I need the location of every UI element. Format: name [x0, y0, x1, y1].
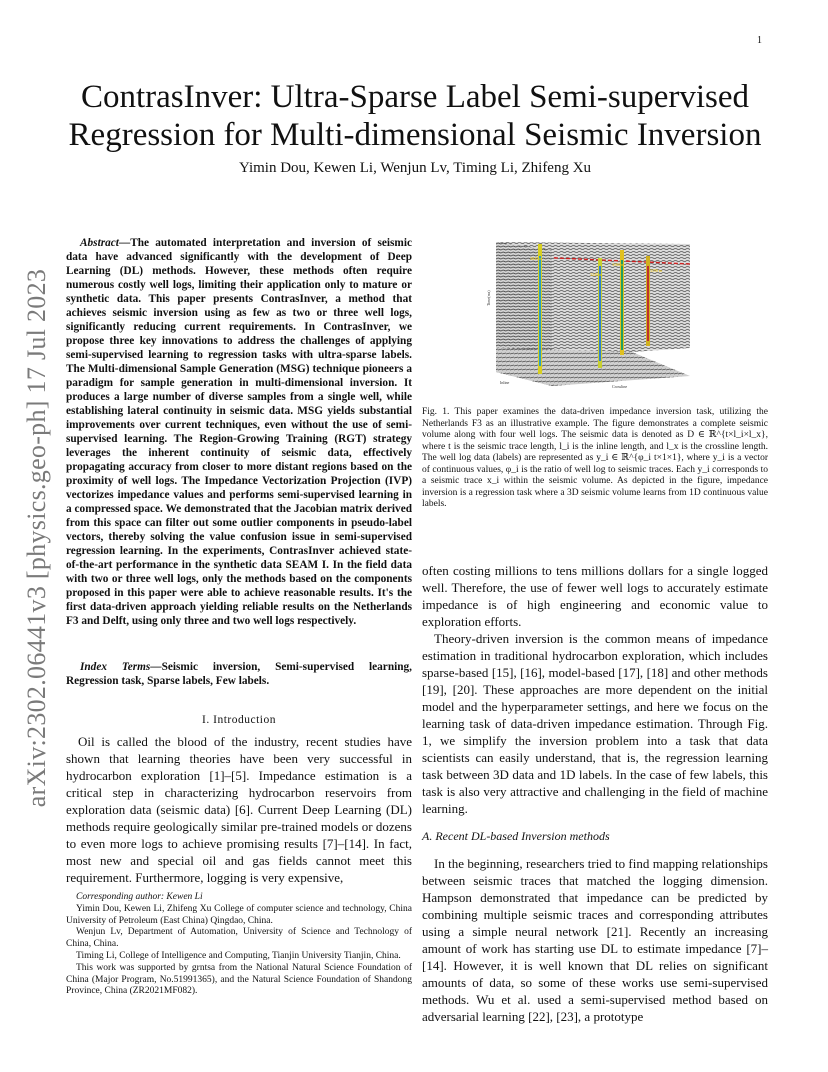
abstract-text: —The automated interpretation and inversion of seismic data have advanced significantly with the development of Deep Learning (DL) methods. However, these methods often require numerous costly well logs, limiting their application only to mature or synthetic data. This paper presents ContrasInver, a method that achieves seismic inversion using as few as two or three well logs, significantly reducing current requirements. In ContrasInver, we propose three key innovations to address the challenges of applying semi-supervised learning to regression tasks with ultra-sparse labels. The Multi-dimensional Sample Generation (MSG) technique pioneers a paradigm for sample generation in multi-dimensional inversion. It produces a large number of diverse samples from a single well, while establishing lateral continuity in seismic data. MSG yields substantial improvements over current techniques, even without the use of semi-supervised learning. The Region-Growing Training (RGT) strategy leverages the inherent continuity of seismic data, effectively propagating accuracy from closer to more distant regions based on the proximity of well logs. The Impedance Vectorization Projection (IVP) vectorizes impedance values and performs semi-supervised learning in a compressed space. We demonstrated that the Jacobian matrix derived from this space can filter out some outlier components in pseudo-label vectors, thereby solving the value confusion issue in semi-supervised regression learning. In the experiments, ContrasInver achieved state-of-the-art performance in the synthetic data SEAM I. In the field data with two or three well logs, only the methods based on the components proposed in this paper were able to achieve reasonable results. It's the first data-driven approach yielding reliable results on the Netherlands F3 and Delft, using only three and two well logs respectively.	[66, 237, 412, 627]
section-heading: I. Introduction	[202, 714, 276, 726]
index-terms	[66, 660, 412, 688]
author-list: Yimin Dou, Kewen Li, Wenjun Lv, Timing Li, Zhifeng Xu	[238, 160, 592, 176]
abstract-label: Abstract	[80, 237, 119, 249]
arxiv-stamp	[22, 258, 52, 818]
arxiv-stamp-text: arXiv:2302.06441v3 [physics.geo-ph] 17 Jul 2023	[22, 268, 51, 808]
axis-label-crossline: Crossline	[612, 384, 628, 389]
footnotes	[66, 892, 412, 998]
paper-title: ContrasInver: Ultra-Sparse Label Semi-supervised Regression for Multi-dimensional Seismic Inversion	[68, 79, 762, 153]
intro-paragraph: Oil is called the blood of the industry, recent studies have shown that learning theories have been very successful in hydrocarbon exploration [1]–[5]. Impedance estimation is a critical step in characterizing hydrocarbon reservoirs from exploration data (seismic data) [6]. Current Deep Learning (DL) methods require geologically similar pre-trained models or dozens to even more logs to achieve promising results [7]–[14]. In fact, most new and special oil and gas fields cannot meet this requirement. Furthermore, logging is very expensive,	[66, 734, 412, 885]
well-label-1: 3045 m	[530, 256, 543, 261]
page-number: 1	[757, 35, 762, 46]
seismic-volume-figure	[482, 236, 694, 402]
well-log-1	[538, 244, 542, 374]
index-label: Index Terms	[80, 661, 151, 673]
footnote-affiliation-1: Yimin Dou, Kewen Li, Zhifeng Xu College of computer science and technology, China University of Petroleum (East China) Qingdao, China.	[66, 903, 412, 926]
well-label-2: 3240 m	[590, 272, 603, 277]
index-text: —Seismic inversion, Semi-supervised learning, Regression task, Sparse labels, Few labels.	[66, 661, 412, 687]
figure-caption: Fig. 1. This paper examines the data-driven impedance inversion task, utilizing the Netherlands F3 as an illustrative example. The figure demonstrates a complete seismic volume along with four well logs. The seismic data is denoted as D ∈ ℝ^{t×l_i×l_x}, where t is the seismic trace length, l_i is the inline length, and l_x is the crossline length. The well log data (labels) are represented as y_i ∈ ℝ^{φ_i t×1×1}, where y_i is a vector of continuous values, φ_i is the ratio of well log to seismic traces. Each y_i corresponds to a seismic trace x_i within the seismic volume. As depicted in the figure, impedance inversion is a regression task where a 3D seismic volume learns from 1D continuous value labels.	[422, 407, 768, 509]
axis-label-time: Time(ms)	[486, 290, 491, 306]
footnote-funding: This work was supported by grntsa from the National Natural Science Foundation of China (Major Program, No.51991365), and the Natural Science Foundation of Shandong Province, China (ZR2021MF082).	[66, 962, 412, 997]
paragraph-theory: Theory-driven inversion is the common means of impedance estimation in traditional hydrocarbon exploration, which includes sparse-based [15], [16], model-based [17], [18] and other methods [19], [20]. These approaches are more dependent on the initial model and the hyperparameter settings, and here we focus on the learning task of data-driven impedance estimation. Through Fig. 1, we simplify the inversion problem into a task that data scientists can easily understand, that is, the regression learning task between 3D data and 1D labels. In the case of few labels, this task is also very attractive and challenging in the field of machine learning.	[422, 631, 768, 816]
footnote-affiliation-3: Timing Li, College of Intelligence and Computing, Tianjin University Tianjin, China.	[76, 950, 401, 961]
footnote-corresponding: Corresponding author: Kewen Li	[76, 892, 203, 902]
axis-label-inline: Inline	[500, 380, 510, 385]
well-label-4: 3190 m	[650, 268, 663, 273]
paragraph-dl-methods: In the beginning, researchers tried to find mapping relationships between seismic traces that matched the logging dimension. Hampson demonstrated that impedance can be predicted by combining multiple seismic traces and corresponding attributes using a simple neural network [21]. Recently an increasing amount of work has starting use DL to estimate impedance [7]–[14]. However, it is well known that DL relies on significant amounts of data, so some of these works use semi-supervised methods. Wu et al. used a semi-supervised method based on adversarial learning [22], [23], a prototype	[422, 856, 768, 1024]
subsection-heading: A. Recent DL-based Inversion methods	[422, 829, 610, 843]
well-label-3: 3160 m	[612, 262, 625, 267]
paragraph-cost: often costing millions to tens millions dollars for a single logged well. Therefore, the use of fewer well logs to accurately estimate impedance is of high engineering and economic value to exploration efforts.	[422, 563, 768, 629]
abstract	[66, 236, 412, 628]
footnote-affiliation-2: Wenjun Lv, Department of Automation, University of Science and Technology of China, China.	[66, 927, 412, 950]
